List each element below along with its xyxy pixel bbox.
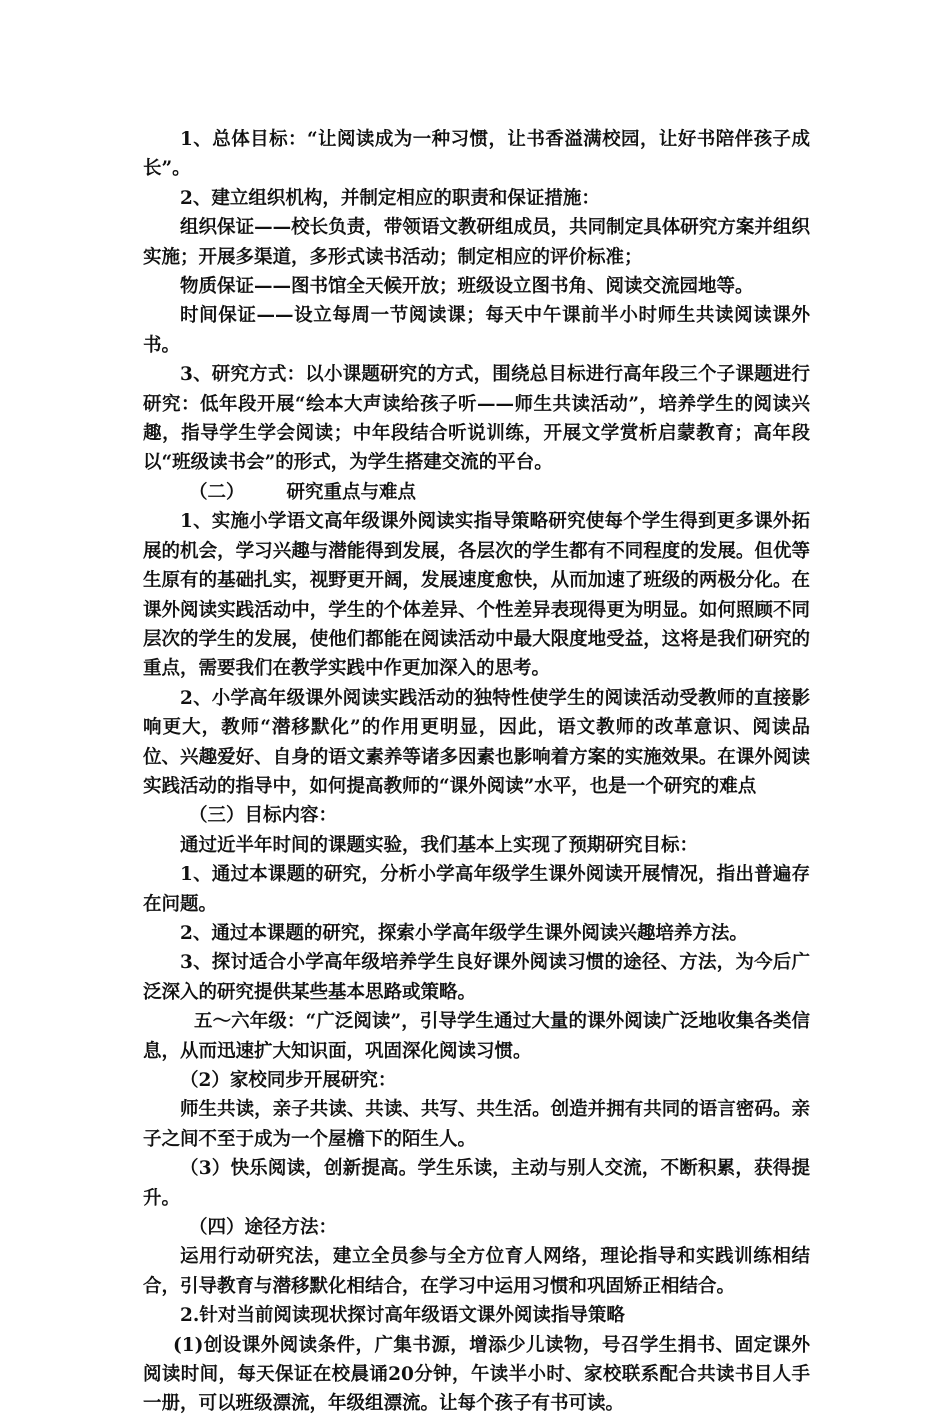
paragraph-overall-goal: 1、总体目标：“让阅读成为一种习惯，让书香溢满校园，让好书陪伴孩子成长”。 xyxy=(143,129,810,180)
paragraph-method-action: 运用行动研究法，建立全员参与全方位育人网络，理论指导和实践训练相结合，引导教育与潜移默化相结合，在学习中运用习惯和巩固矫正相结合。 xyxy=(143,1246,810,1297)
paragraph-time-guarantee: 时间保证——设立每周一节阅读课；每天中午课前半小时师生共读阅读课外书。 xyxy=(143,305,810,356)
paragraph-target-intro: 通过近半年时间的课题实验，我们基本上实现了预期研究目标： xyxy=(180,834,699,856)
section-heading-4: （四）途径方法： xyxy=(189,1217,338,1239)
section-heading-2 xyxy=(143,478,810,507)
paragraph-co-reading: 师生共读，亲子共读、共读、共写、共生活。创造并拥有共同的语言密码。亲子之间不至于成为一个屋檐下的陌生人。 xyxy=(143,1099,810,1150)
paragraph-material-guarantee: 物质保证——图书馆全天候开放；班级设立图书角、阅读交流园地等。 xyxy=(180,276,754,298)
paragraph-research-method: 3、研究方式：以小课题研究的方式，围绕总目标进行高年段三个子课题进行研究：低年段开展“绘本大声读给孩子听——师生共读活动”，培养学生的阅读兴趣，指导学生学会阅读；中年段结合听说训练，开展文学赏析启蒙教育；高年段以“班级读书会”的形式，为学生搭建交流的平台。 xyxy=(143,364,810,474)
paragraph-focus-2: 2、小学高年级课外阅读实践活动的独特性使学生的阅读活动受教师的直接影响更大，教师“潜移默化”的作用更明显，因此，语文教师的改革意识、阅读品位、兴趣爱好、自身的语文素养等诸多因素也影响着方案的实施效果。在课外阅读实践活动的指导中，如何提高教师的“课外阅读”水平，也是一个研究的难点 xyxy=(143,687,810,797)
paragraph-happy-reading: （3）快乐阅读，创新提高。学生乐读，主动与别人交流，不断积累，获得提升。 xyxy=(143,1158,810,1209)
paragraph-method-strategy: 2.针对当前阅读现状探讨高年级语文课外阅读指导策略 xyxy=(180,1305,625,1327)
paragraph-home-school: （2）家校同步开展研究： xyxy=(180,1070,397,1091)
paragraph-focus-1: 1、实施小学语文高年级课外阅读实指导策略研究使每个学生得到更多课外拓展的机会，学习兴趣与潜能得到发展，各层次的学生都有不同程度的发展。但优等生原有的基础扎实，视野更开阔，发展速度愈快，从而加速了班级的两极分化。在课外阅读实践活动中，学生的个体差异、个性差异表现得更为明显。如何照顾不同层次的学生的发展，使他们都能在阅读活动中最大限度地受益，这将是我们研究的重点，需要我们在教学实践中作更加深入的思考。 xyxy=(143,511,810,680)
section-heading-2-number: （二） xyxy=(189,481,245,503)
paragraph-method-conditions: (1)创设课外阅读条件，广集书源，增添少儿读物，号召学生捐书、固定课外阅读时间，每天保证在校晨诵20分钟，午读半小时、家校联系配合共读书目人手一册，可以班级漂流，年级组漂流。让每个孩子有书可读。 xyxy=(143,1334,810,1415)
paragraph-organization: 2、建立组织机构，并制定相应的职责和保证措施： xyxy=(180,187,600,209)
paragraph-target-1: 1、通过本课题的研究，分析小学高年级学生课外阅读开展情况，指出普遍存在问题。 xyxy=(143,864,810,915)
section-heading-3: （三）目标内容： xyxy=(189,805,338,827)
document-body xyxy=(143,125,810,1419)
paragraph-target-3: 3、探讨适合小学高年级培养学生良好课外阅读习惯的途径、方法，为今后广泛深入的研究提供某些基本思路或策略。 xyxy=(143,952,810,1003)
paragraph-org-guarantee: 组织保证——校长负责，带领语文教研组成员，共同制定具体研究方案并组织实施；开展多渠道，多形式读书活动；制定相应的评价标准； xyxy=(143,217,810,268)
paragraph-target-2: 2、通过本课题的研究，探索小学高年级学生课外阅读兴趣培养方法。 xyxy=(180,922,748,944)
section-heading-2-title: 研究重点与难点 xyxy=(286,481,417,503)
paragraph-grade-5-6: 五～六年级：“广泛阅读”，引导学生通过大量的课外阅读广泛地收集各类信息，从而迅速扩大知识面，巩固深化阅读习惯。 xyxy=(143,1011,810,1062)
